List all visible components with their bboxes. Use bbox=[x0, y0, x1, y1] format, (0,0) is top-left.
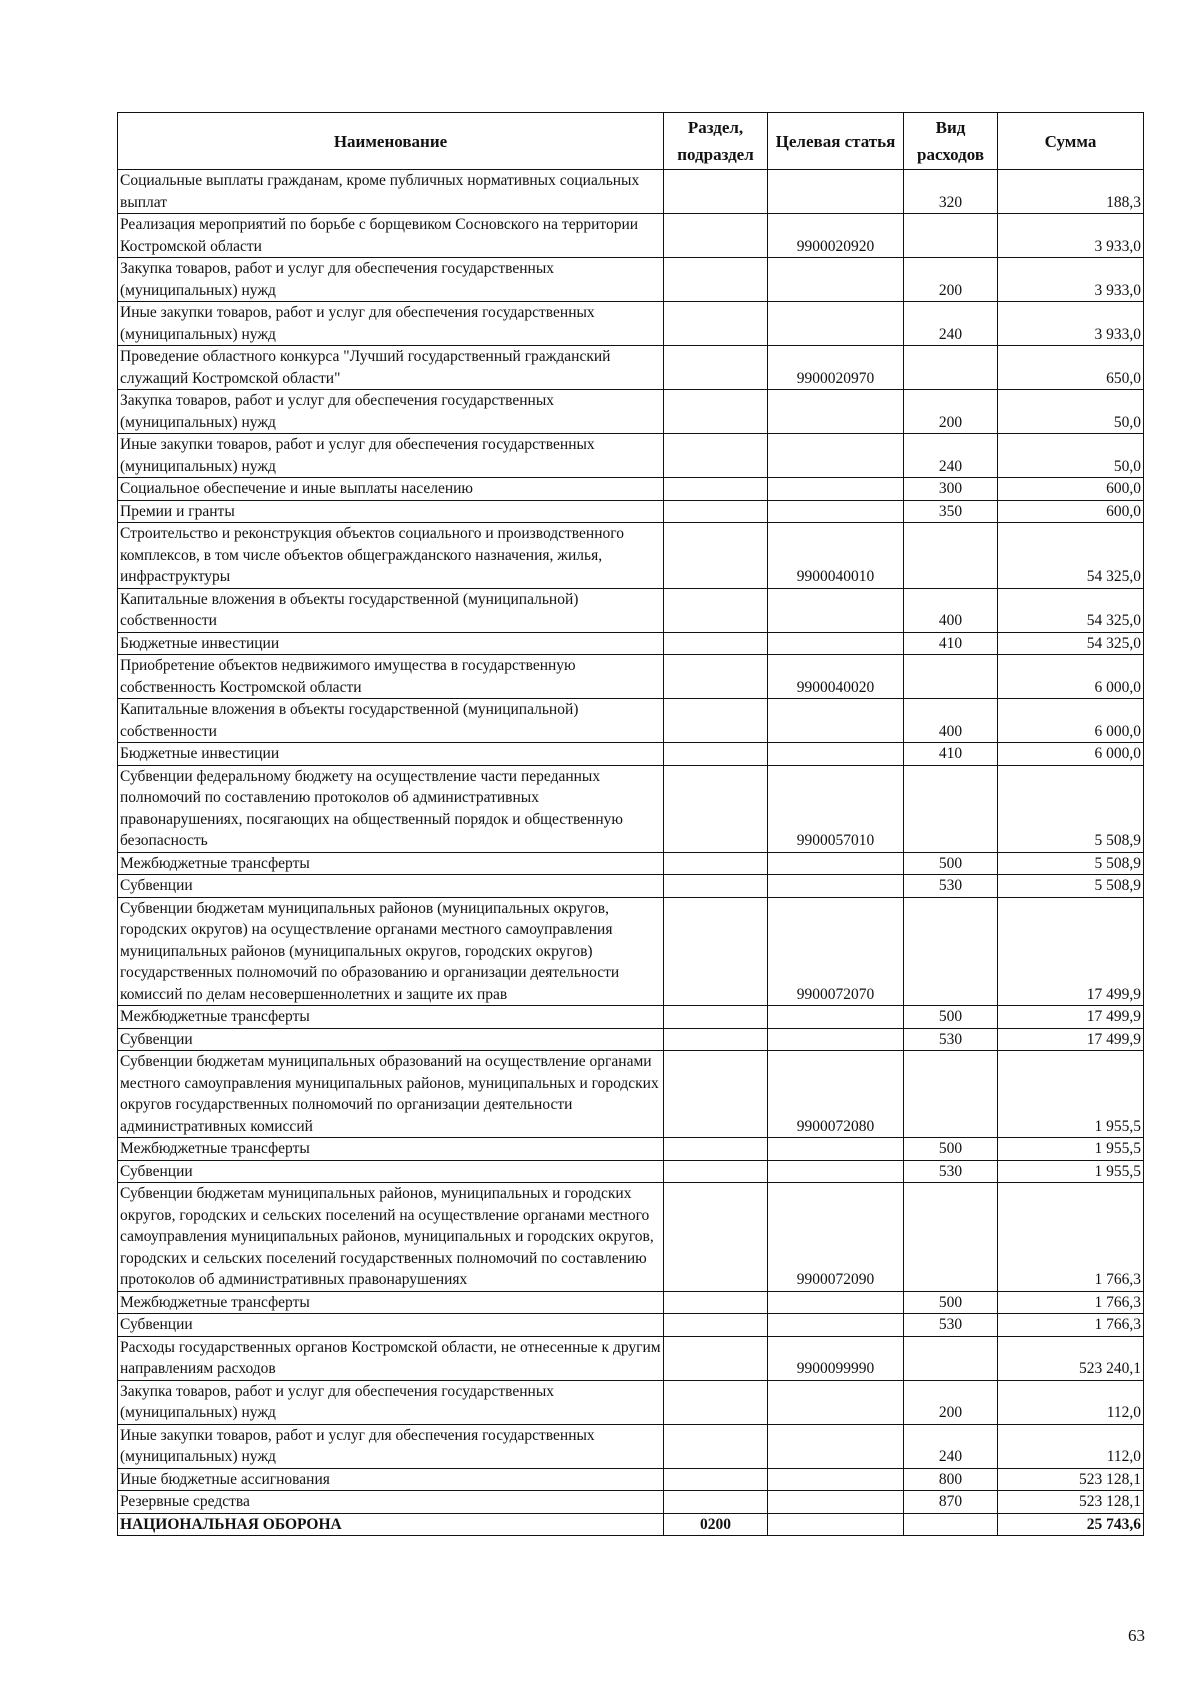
cell-kind: 200 bbox=[904, 390, 998, 434]
table-row bbox=[118, 346, 1144, 390]
cell-section bbox=[664, 875, 768, 898]
cell-kind: 400 bbox=[904, 699, 998, 743]
cell-sum: 650,0 bbox=[998, 346, 1144, 390]
table-row bbox=[118, 1491, 1144, 1514]
cell-kind bbox=[904, 655, 998, 699]
table-row bbox=[118, 170, 1144, 214]
cell-name: Социальные выплаты гражданам, кроме публичных нормативных социальных выплат bbox=[118, 170, 664, 214]
cell-sum: 3 933,0 bbox=[998, 302, 1144, 346]
table-row bbox=[118, 214, 1144, 258]
budget-table bbox=[117, 112, 1144, 1536]
cell-sum: 1 955,5 bbox=[998, 1138, 1144, 1161]
cell-section bbox=[664, 1336, 768, 1380]
cell-kind bbox=[904, 1183, 998, 1292]
cell-name: Субвенции бюджетам муниципальных районов (муниципальных округов, городских округов) на осуществление органами местного самоуправления муниципальных районов (муниципальных округов, городских округов) государственных полномочий по образованию и организации деятельности комиссий по делам несовершеннолетних и защите их прав bbox=[118, 897, 664, 1006]
cell-section bbox=[664, 214, 768, 258]
cell-name: Капитальные вложения в объекты государственной (муниципальной) собственности bbox=[118, 699, 664, 743]
cell-target bbox=[768, 478, 904, 501]
cell-target bbox=[768, 588, 904, 632]
cell-section bbox=[664, 897, 768, 1006]
cell-name: Закупка товаров, работ и услуг для обеспечения государственных (муниципальных) нужд bbox=[118, 258, 664, 302]
cell-target bbox=[768, 699, 904, 743]
cell-sum: 1 766,3 bbox=[998, 1314, 1144, 1337]
cell-sum: 1 766,3 bbox=[998, 1291, 1144, 1314]
cell-sum: 50,0 bbox=[998, 434, 1144, 478]
cell-sum: 5 508,9 bbox=[998, 852, 1144, 875]
cell-target bbox=[768, 434, 904, 478]
table-row bbox=[118, 1468, 1144, 1491]
cell-kind bbox=[904, 1336, 998, 1380]
cell-section bbox=[664, 765, 768, 852]
cell-target bbox=[768, 1513, 904, 1536]
table-row bbox=[118, 852, 1144, 875]
table-row bbox=[118, 1138, 1144, 1161]
cell-name: Субвенции бюджетам муниципальных районов, муниципальных и городских округов, городских и сельских поселений на осуществление органами местного самоуправления муниципальных районов, муниципальных и городских округов, городских и сельских поселений государственных полномочий по составлению протоколов об административных правонарушениях bbox=[118, 1183, 664, 1292]
cell-section bbox=[664, 1183, 768, 1292]
cell-sum: 25 743,6 bbox=[998, 1513, 1144, 1536]
table-row bbox=[118, 655, 1144, 699]
table-row bbox=[118, 1291, 1144, 1314]
cell-sum: 600,0 bbox=[998, 478, 1144, 501]
cell-sum: 5 508,9 bbox=[998, 765, 1144, 852]
cell-sum: 112,0 bbox=[998, 1380, 1144, 1424]
cell-kind: 400 bbox=[904, 588, 998, 632]
cell-sum: 5 508,9 bbox=[998, 875, 1144, 898]
cell-name: Межбюджетные трансферты bbox=[118, 1006, 664, 1029]
cell-name: Межбюджетные трансферты bbox=[118, 1138, 664, 1161]
table-row bbox=[118, 1513, 1144, 1536]
cell-kind: 500 bbox=[904, 1138, 998, 1161]
table-row bbox=[118, 1336, 1144, 1380]
table-row bbox=[118, 632, 1144, 655]
cell-name: Субвенции bbox=[118, 1028, 664, 1051]
table-row bbox=[118, 1028, 1144, 1051]
table-row bbox=[118, 523, 1144, 589]
cell-name: Расходы государственных органов Костромской области, не отнесенные к другим направлениям расходов bbox=[118, 1336, 664, 1380]
cell-name: Межбюджетные трансферты bbox=[118, 1291, 664, 1314]
cell-section bbox=[664, 588, 768, 632]
cell-sum: 3 933,0 bbox=[998, 214, 1144, 258]
cell-sum: 17 499,9 bbox=[998, 1006, 1144, 1029]
cell-section bbox=[664, 1380, 768, 1424]
cell-kind: 200 bbox=[904, 1380, 998, 1424]
table-row bbox=[118, 1314, 1144, 1337]
cell-target: 9900040010 bbox=[768, 523, 904, 589]
table-row bbox=[118, 1424, 1144, 1468]
cell-name: Субвенции федеральному бюджету на осуществление части переданных полномочий по составлению протоколов об административных правонарушениях, посягающих на общественный порядок и общественную безопасность bbox=[118, 765, 664, 852]
cell-kind: 240 bbox=[904, 1424, 998, 1468]
cell-target: 9900072070 bbox=[768, 897, 904, 1006]
cell-kind: 320 bbox=[904, 170, 998, 214]
cell-target bbox=[768, 1424, 904, 1468]
cell-sum: 112,0 bbox=[998, 1424, 1144, 1468]
cell-target bbox=[768, 500, 904, 523]
cell-target bbox=[768, 302, 904, 346]
table-row bbox=[118, 897, 1144, 1006]
cell-name: Строительство и реконструкция объектов социального и производственного комплексов, в том числе объектов общегражданского назначения, жилья, инфраструктуры bbox=[118, 523, 664, 589]
cell-target: 9900099990 bbox=[768, 1336, 904, 1380]
cell-section bbox=[664, 1138, 768, 1161]
cell-kind: 240 bbox=[904, 434, 998, 478]
table-row bbox=[118, 1380, 1144, 1424]
cell-kind bbox=[904, 765, 998, 852]
cell-sum: 54 325,0 bbox=[998, 588, 1144, 632]
cell-section bbox=[664, 852, 768, 875]
cell-section bbox=[664, 1028, 768, 1051]
cell-section bbox=[664, 500, 768, 523]
table-row bbox=[118, 258, 1144, 302]
cell-sum: 17 499,9 bbox=[998, 897, 1144, 1006]
table-row bbox=[118, 302, 1144, 346]
cell-name: Закупка товаров, работ и услуг для обеспечения государственных (муниципальных) нужд bbox=[118, 1380, 664, 1424]
cell-name: Премии и гранты bbox=[118, 500, 664, 523]
cell-target bbox=[768, 1138, 904, 1161]
cell-target bbox=[768, 852, 904, 875]
cell-name: Реализация мероприятий по борьбе с борщевиком Сосновского на территории Костромской области bbox=[118, 214, 664, 258]
cell-kind: 350 bbox=[904, 500, 998, 523]
cell-name: Капитальные вложения в объекты государственной (муниципальной) собственности bbox=[118, 588, 664, 632]
cell-name: Субвенции bbox=[118, 1314, 664, 1337]
cell-target: 9900057010 bbox=[768, 765, 904, 852]
cell-sum: 188,3 bbox=[998, 170, 1144, 214]
cell-section bbox=[664, 632, 768, 655]
cell-section bbox=[664, 1424, 768, 1468]
cell-target bbox=[768, 1291, 904, 1314]
cell-kind: 500 bbox=[904, 1006, 998, 1029]
cell-name: Иные закупки товаров, работ и услуг для обеспечения государственных (муниципальных) нужд bbox=[118, 302, 664, 346]
cell-target bbox=[768, 1006, 904, 1029]
cell-target bbox=[768, 1491, 904, 1514]
cell-name: Межбюджетные трансферты bbox=[118, 852, 664, 875]
cell-section bbox=[664, 302, 768, 346]
table-row bbox=[118, 699, 1144, 743]
cell-kind: 530 bbox=[904, 1160, 998, 1183]
table-row bbox=[118, 1051, 1144, 1138]
cell-kind: 410 bbox=[904, 743, 998, 766]
cell-target bbox=[768, 743, 904, 766]
cell-kind bbox=[904, 1513, 998, 1536]
cell-kind bbox=[904, 897, 998, 1006]
table-row bbox=[118, 588, 1144, 632]
cell-target: 9900020920 bbox=[768, 214, 904, 258]
cell-kind: 300 bbox=[904, 478, 998, 501]
cell-kind: 530 bbox=[904, 1314, 998, 1337]
cell-name: Бюджетные инвестиции bbox=[118, 632, 664, 655]
cell-name: Приобретение объектов недвижимого имущества в государственную собственность Костромской области bbox=[118, 655, 664, 699]
cell-kind: 500 bbox=[904, 1291, 998, 1314]
cell-sum: 1 955,5 bbox=[998, 1051, 1144, 1138]
cell-kind bbox=[904, 1051, 998, 1138]
cell-sum: 50,0 bbox=[998, 390, 1144, 434]
cell-name: Иные закупки товаров, работ и услуг для обеспечения государственных (муниципальных) нужд bbox=[118, 1424, 664, 1468]
cell-target: 9900072080 bbox=[768, 1051, 904, 1138]
cell-target: 9900072090 bbox=[768, 1183, 904, 1292]
cell-target bbox=[768, 875, 904, 898]
page-number: 63 bbox=[1128, 1626, 1145, 1645]
cell-name: Бюджетные инвестиции bbox=[118, 743, 664, 766]
cell-sum: 6 000,0 bbox=[998, 655, 1144, 699]
table-row bbox=[118, 765, 1144, 852]
cell-name: Социальное обеспечение и иные выплаты населению bbox=[118, 478, 664, 501]
table-row bbox=[118, 390, 1144, 434]
cell-section bbox=[664, 258, 768, 302]
cell-sum: 600,0 bbox=[998, 500, 1144, 523]
cell-sum: 6 000,0 bbox=[998, 699, 1144, 743]
cell-section bbox=[664, 1006, 768, 1029]
cell-name: Субвенции бюджетам муниципальных образований на осуществление органами местного самоуправления муниципальных районов, муниципальных и городских округов государственных полномочий по организации деятельности административных комиссий bbox=[118, 1051, 664, 1138]
table-row bbox=[118, 500, 1144, 523]
table-row bbox=[118, 434, 1144, 478]
cell-kind bbox=[904, 214, 998, 258]
cell-section bbox=[664, 170, 768, 214]
table-row bbox=[118, 1183, 1144, 1292]
cell-target bbox=[768, 1468, 904, 1491]
table-row bbox=[118, 875, 1144, 898]
header-name: Наименование bbox=[118, 113, 664, 170]
cell-name: Проведение областного конкурса "Лучший государственный гражданский служащий Костромской области" bbox=[118, 346, 664, 390]
cell-name: Субвенции bbox=[118, 875, 664, 898]
cell-section bbox=[664, 478, 768, 501]
cell-section bbox=[664, 743, 768, 766]
cell-section bbox=[664, 1314, 768, 1337]
cell-kind: 800 bbox=[904, 1468, 998, 1491]
cell-section bbox=[664, 390, 768, 434]
cell-section bbox=[664, 523, 768, 589]
cell-target bbox=[768, 258, 904, 302]
cell-target bbox=[768, 1028, 904, 1051]
cell-kind bbox=[904, 523, 998, 589]
cell-kind: 410 bbox=[904, 632, 998, 655]
table-row bbox=[118, 1160, 1144, 1183]
cell-target: 9900020970 bbox=[768, 346, 904, 390]
cell-target bbox=[768, 390, 904, 434]
cell-sum: 523 128,1 bbox=[998, 1468, 1144, 1491]
cell-target bbox=[768, 632, 904, 655]
cell-section: 0200 bbox=[664, 1513, 768, 1536]
cell-section bbox=[664, 1051, 768, 1138]
cell-kind: 240 bbox=[904, 302, 998, 346]
cell-kind: 530 bbox=[904, 875, 998, 898]
cell-sum: 1 955,5 bbox=[998, 1160, 1144, 1183]
table-row bbox=[118, 743, 1144, 766]
cell-section bbox=[664, 434, 768, 478]
table-row bbox=[118, 1006, 1144, 1029]
cell-name: Закупка товаров, работ и услуг для обеспечения государственных (муниципальных) нужд bbox=[118, 390, 664, 434]
cell-name: Иные бюджетные ассигнования bbox=[118, 1468, 664, 1491]
cell-name: Иные закупки товаров, работ и услуг для обеспечения государственных (муниципальных) нужд bbox=[118, 434, 664, 478]
cell-section bbox=[664, 1160, 768, 1183]
header-section: Раздел, подраздел bbox=[664, 113, 768, 170]
header-sum: Сумма bbox=[998, 113, 1144, 170]
cell-name: Резервные средства bbox=[118, 1491, 664, 1514]
cell-sum: 54 325,0 bbox=[998, 523, 1144, 589]
cell-target: 9900040020 bbox=[768, 655, 904, 699]
cell-kind: 500 bbox=[904, 852, 998, 875]
cell-kind: 200 bbox=[904, 258, 998, 302]
cell-sum: 54 325,0 bbox=[998, 632, 1144, 655]
cell-sum: 6 000,0 bbox=[998, 743, 1144, 766]
table-row bbox=[118, 478, 1144, 501]
header-kind: Вид расходов bbox=[904, 113, 998, 170]
cell-section bbox=[664, 699, 768, 743]
cell-name: Субвенции bbox=[118, 1160, 664, 1183]
cell-target bbox=[768, 1160, 904, 1183]
cell-section bbox=[664, 1468, 768, 1491]
cell-sum: 17 499,9 bbox=[998, 1028, 1144, 1051]
cell-sum: 523 128,1 bbox=[998, 1491, 1144, 1514]
cell-sum: 1 766,3 bbox=[998, 1183, 1144, 1292]
cell-target bbox=[768, 1380, 904, 1424]
cell-kind bbox=[904, 346, 998, 390]
cell-section bbox=[664, 346, 768, 390]
header-target: Целевая статья bbox=[768, 113, 904, 170]
cell-name: НАЦИОНАЛЬНАЯ ОБОРОНА bbox=[118, 1513, 664, 1536]
cell-section bbox=[664, 1491, 768, 1514]
cell-kind: 530 bbox=[904, 1028, 998, 1051]
table-header-row bbox=[118, 113, 1144, 170]
table-body bbox=[118, 170, 1144, 1536]
cell-target bbox=[768, 1314, 904, 1337]
cell-target bbox=[768, 170, 904, 214]
cell-sum: 523 240,1 bbox=[998, 1336, 1144, 1380]
cell-sum: 3 933,0 bbox=[998, 258, 1144, 302]
cell-section bbox=[664, 655, 768, 699]
cell-kind: 870 bbox=[904, 1491, 998, 1514]
cell-section bbox=[664, 1291, 768, 1314]
